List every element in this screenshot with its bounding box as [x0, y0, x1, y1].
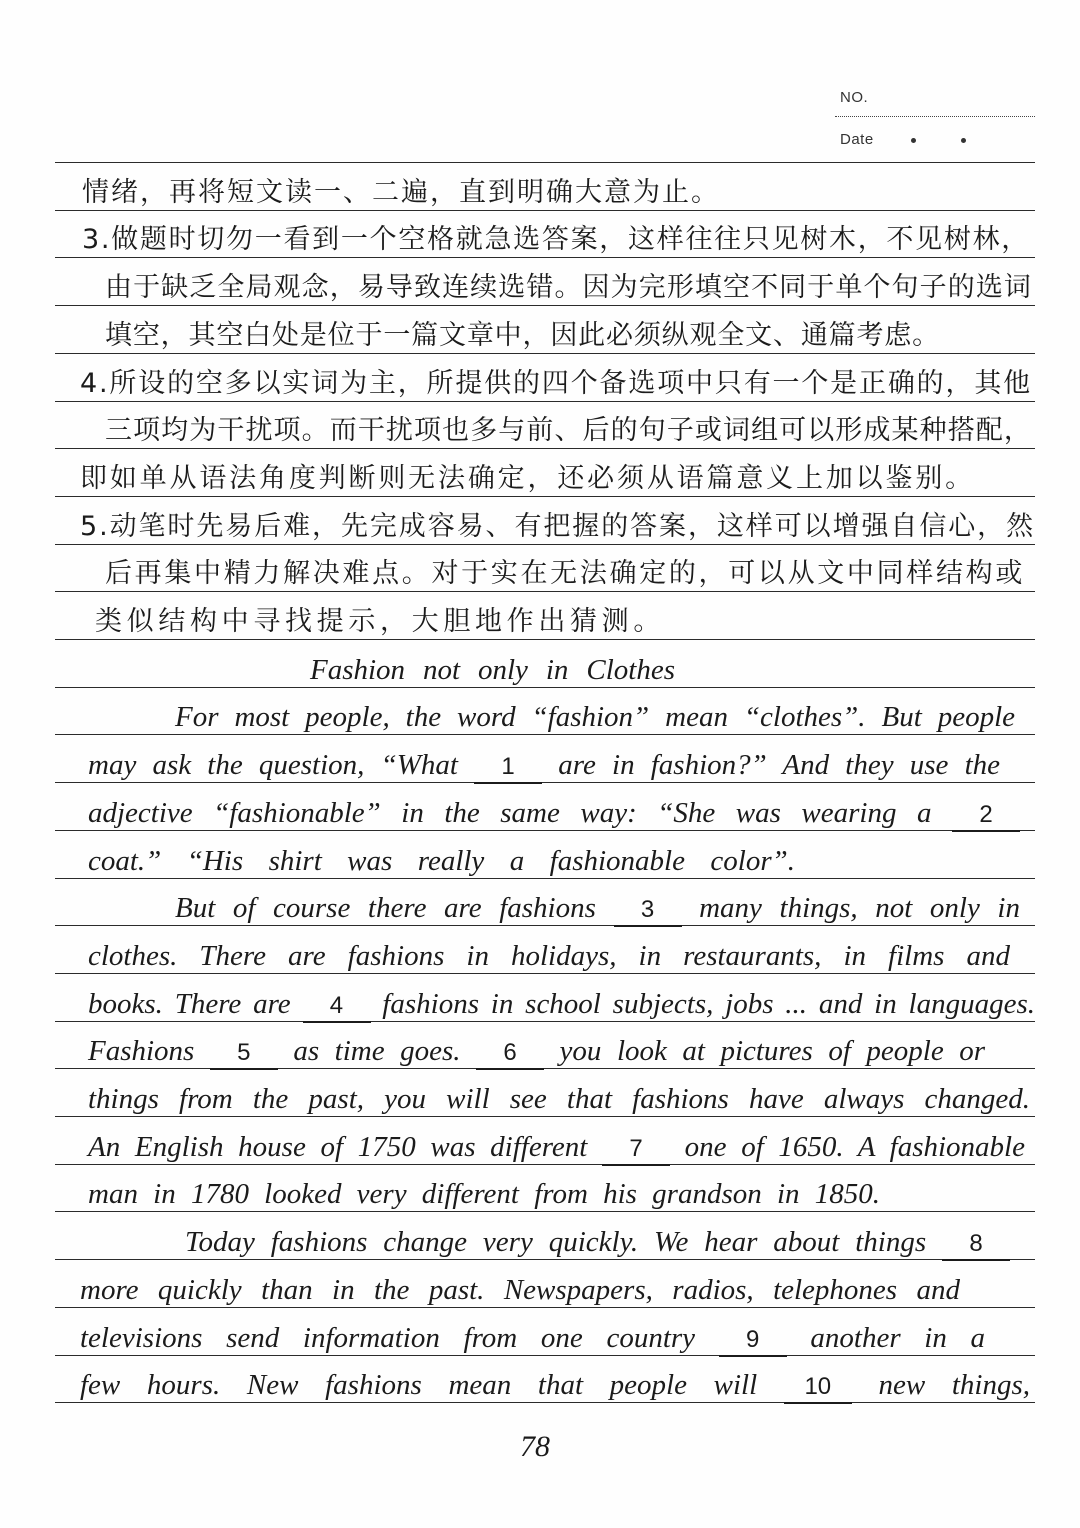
blank-number: 7	[629, 1134, 643, 1162]
passage-line	[88, 794, 1020, 832]
line-text: adjective “fashionable” in the same way: “She was wearing a	[88, 796, 952, 829]
passage-line	[88, 1032, 985, 1070]
date-label: Date	[840, 131, 874, 148]
blank-number: 10	[804, 1373, 832, 1401]
line-text: another in a	[786, 1321, 985, 1354]
line-text: An English house of 1750 was different	[88, 1130, 602, 1163]
line-text: But of course there are fashions	[175, 892, 614, 925]
note-line: 三项均为干扰项。而干扰项也多与前、后的句子或词组可以形成某种搭配，	[105, 415, 1032, 447]
line-text: fashions in school subjects, jobs ... and in languages.	[370, 987, 1035, 1020]
answer-blank	[719, 1325, 787, 1357]
line-text: new things,	[851, 1369, 1030, 1402]
answer-blank	[602, 1134, 670, 1166]
line-text: may ask the question, “What	[88, 749, 475, 782]
blank-number: 8	[969, 1230, 983, 1258]
passage-line	[88, 842, 795, 880]
line-text: things from the past, you will see that fashions have always changed.	[88, 1083, 1030, 1115]
date-separator-dot	[961, 138, 966, 143]
blank-number: 1	[501, 753, 515, 781]
blank-number: 6	[503, 1039, 517, 1067]
answer-blank	[210, 1038, 278, 1070]
passage-line	[88, 1080, 1030, 1118]
passage-line	[88, 937, 1010, 975]
line-text: many things, not only in	[681, 892, 1020, 925]
line-text: man in 1780 looked very different from his grandson in 1850.	[88, 1178, 880, 1211]
answer-blank	[302, 991, 370, 1023]
no-label: NO.	[840, 89, 869, 106]
passage-line	[88, 1128, 1025, 1166]
answer-blank	[476, 1038, 544, 1070]
line-text: few hours. New fashions mean that people will	[80, 1369, 784, 1402]
line-text: clothes. There are fashions in holidays, in restaurants, in films and	[88, 939, 1010, 972]
note-line: 情绪，再将短文读一、二遍，直到明确大意为止。	[82, 176, 720, 208]
answer-blank	[952, 800, 1020, 832]
page-number: 78	[520, 1430, 550, 1463]
line-text: Fashions	[88, 1035, 210, 1068]
passage-line	[175, 889, 1020, 927]
blank-number: 2	[979, 800, 993, 828]
line-text: televisions send information from one country	[80, 1321, 719, 1354]
line-text: Today fashions change very quickly. We hear about things	[185, 1226, 942, 1259]
line-text: For most people, the word “fashion” mean “clothes”. But people	[175, 701, 1015, 734]
note-line: 3.做题时切勿一看到一个空格就急选答案，这样往往只见树木，不见树林，	[82, 224, 1030, 256]
note-line: 由于缺乏全局观念，易导致连续选错。因为完形填空不同于单个句子的选词	[105, 272, 1032, 304]
line-text: one of 1650. A fashionable	[670, 1130, 1025, 1163]
passage-line	[88, 985, 1035, 1023]
note-line: 类似结构中寻找提示，大胆地作出猜测。	[95, 606, 665, 637]
ruled-line	[55, 162, 1035, 163]
note-line: 即如单从语法角度判断则无法确定，还必须从语篇意义上加以鉴别。	[80, 462, 975, 494]
passage-line	[88, 746, 1000, 784]
answer-blank	[614, 895, 682, 927]
blank-number: 3	[640, 896, 655, 924]
line-text: books. There are	[88, 987, 303, 1020]
no-dotted-line	[835, 116, 1035, 117]
note-line: 后再集中精力解决难点。对于实在无法确定的，可以从文中同样结构或	[105, 558, 1025, 590]
answer-blank	[942, 1229, 1010, 1261]
blank-number: 4	[329, 991, 344, 1019]
line-text: more quickly than in the past. Newspapers, radios, telephones and	[80, 1273, 960, 1306]
passage-line	[88, 1175, 880, 1213]
line-text: you look at pictures of people or	[544, 1035, 985, 1068]
passage-line	[185, 1223, 1010, 1261]
passage-line	[80, 1319, 985, 1357]
note-line: 4.所设的空多以实词为主，所提供的四个备选项中只有一个是正确的，其他	[80, 367, 1032, 399]
answer-blank	[784, 1372, 852, 1404]
answer-blank	[474, 752, 542, 784]
passage-line	[80, 1271, 960, 1309]
blank-number: 5	[237, 1039, 251, 1067]
passage-line	[80, 1366, 1030, 1404]
line-text: as time goes.	[277, 1035, 477, 1068]
note-line: 填空，其空白处是位于一篇文章中，因此必须纵观全文、通篇考虑。	[105, 319, 940, 351]
passage-line	[175, 698, 1015, 736]
note-line: 5.动笔时先易后难，先完成容易、有把握的答案，这样可以增强自信心，然	[80, 510, 1035, 542]
line-text: are in fashion?” And they use the	[542, 749, 1000, 782]
passage-title: Fashion not only in Clothes	[310, 653, 675, 686]
line-text: coat.” “His shirt was really a fashionable color”.	[88, 844, 795, 877]
blank-number: 9	[746, 1325, 760, 1353]
date-separator-dot	[911, 138, 916, 143]
